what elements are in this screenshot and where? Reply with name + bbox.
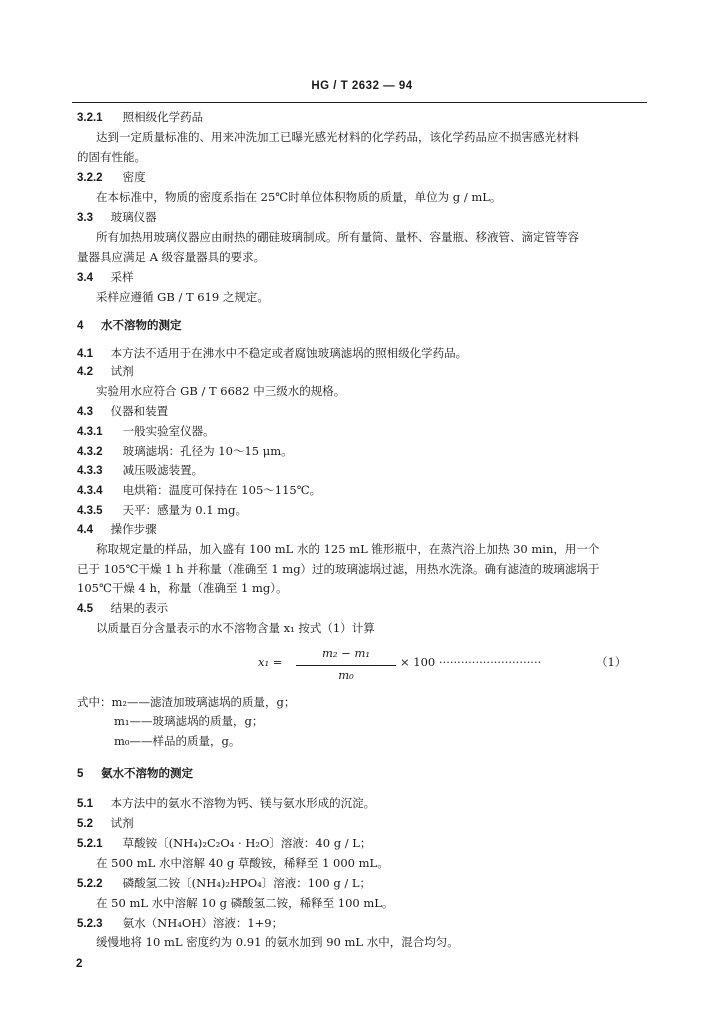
clause-4-3-4: 4.3.4 电烘箱：温度可保持在 105～115℃。 xyxy=(77,483,322,497)
clause-4-3-3: 4.3.3 减压吸滤装置。 xyxy=(77,463,204,477)
paragraph: 已于 105℃干燥 1 h 并称量（准确至 1 mg）过的玻璃滤埚过滤，用热水洗涤。确有滤渣的玻璃滤埚于 xyxy=(77,562,600,576)
paragraph: 量器具应满足 A 级容量器具的要求。 xyxy=(77,250,266,264)
where-m2: 式中：m₂——滤渣加玻璃滤埚的质量，g； xyxy=(77,695,296,709)
equation-number: （1） xyxy=(596,655,627,669)
clause-5-2-3: 5.2.3 氨水（NH₄OH）溶液：1+9； xyxy=(77,916,284,930)
heading-4-3: 4.3 仪器和装置 xyxy=(77,404,169,418)
clause-4-3-2: 4.3.2 玻璃滤埚：孔径为 10～15 μm。 xyxy=(77,444,293,458)
heading-5: 5 氨水不溶物的测定 xyxy=(77,766,194,780)
clause-5-1: 5.1 本方法中的氨水不溶物为钙、镁与氨水形成的沉淀。 xyxy=(77,796,376,810)
heading-3-2-2: 3.2.2 密度 xyxy=(77,170,146,184)
formula-1 xyxy=(258,638,638,684)
heading-3-3: 3.3 玻璃仪器 xyxy=(77,210,157,224)
paragraph: 称取规定量的样品，加入盛有 100 mL 水的 125 mL 锥形瓶中，在蒸汽浴上加热 30 min，用一个 xyxy=(96,542,600,556)
heading-3-4: 3.4 采样 xyxy=(77,270,134,284)
paragraph: 在 50 mL 水中溶解 10 g 磷酸氢二铵，稀释至 100 mL。 xyxy=(96,896,394,910)
paragraph: 达到一定质量标准的、用来冲洗加工已曝光感光材料的化学药品，该化学药品应不损害感光材料 xyxy=(96,130,579,144)
paragraph: 105℃干燥 4 h，称量（准确至 1 mg）。 xyxy=(77,581,288,595)
clause-4-3-1: 4.3.1 一般实验室仪器。 xyxy=(77,424,215,438)
fraction-bar xyxy=(296,665,396,666)
heading-4-5: 4.5 结果的表示 xyxy=(77,601,169,615)
heading-5-2: 5.2 试剂 xyxy=(77,816,134,830)
formula-denominator: m₀ xyxy=(338,668,354,682)
formula-numerator: m₂ − m₁ xyxy=(322,646,370,660)
paragraph: 的固有性能。 xyxy=(77,150,146,164)
clause-5-2-1: 5.2.1 草酸铵〔(NH₄)₂C₂O₄ · H₂O〕溶液：40 g / L； xyxy=(77,836,372,850)
page-header: HG / T 2632 — 94 xyxy=(311,80,413,92)
clause-4-1: 4.1 本方法不适用于在沸水中不稳定或者腐蚀玻璃滤埚的照相级化学药品。 xyxy=(77,346,468,360)
heading-4: 4 水不溶物的测定 xyxy=(77,318,182,332)
page-number: 2 xyxy=(76,958,83,970)
formula-lhs: x₁ = xyxy=(258,655,283,669)
heading-4-2: 4.2 试剂 xyxy=(77,364,134,378)
paragraph: 在本标准中，物质的密度系指在 25℃时单位体积物质的质量，单位为 g / mL。 xyxy=(96,190,502,204)
paragraph: 在 500 mL 水中溶解 40 g 草酸铵，稀释至 1 000 mL。 xyxy=(96,856,389,870)
heading-3-2-1: 3.2.1 照相级化学药品 xyxy=(77,110,204,124)
header-rule xyxy=(72,102,647,103)
clause-5-2-2: 5.2.2 磷酸氢二铵〔(NH₄)₂HPO₄〕溶液：100 g / L； xyxy=(77,876,372,890)
heading-4-4: 4.4 操作步骤 xyxy=(77,522,157,536)
formula-rhs: × 100 ···························· xyxy=(400,655,542,669)
paragraph: 以质量百分含量表示的水不溶物含量 x₁ 按式（1）计算 xyxy=(96,621,375,635)
paragraph: 实验用水应符合 GB / T 6682 中三级水的规格。 xyxy=(96,384,346,398)
clause-4-3-5: 4.3.5 天平：感量为 0.1 mg。 xyxy=(77,503,248,517)
where-m1: m₁——玻璃滤埚的质量，g； xyxy=(114,714,264,728)
paragraph: 缓慢地将 10 mL 密度约为 0.91 的氨水加到 90 mL 水中，混合均匀。 xyxy=(96,935,459,949)
paragraph: 所有加热用玻璃仪器应由耐热的硼硅玻璃制成。所有量筒、量杯、容量瓶、移液管、滴定管等容 xyxy=(96,230,579,244)
where-m0: m₀——样品的质量，g。 xyxy=(114,734,241,748)
paragraph: 采样应遵循 GB / T 619 之规定。 xyxy=(96,290,269,304)
